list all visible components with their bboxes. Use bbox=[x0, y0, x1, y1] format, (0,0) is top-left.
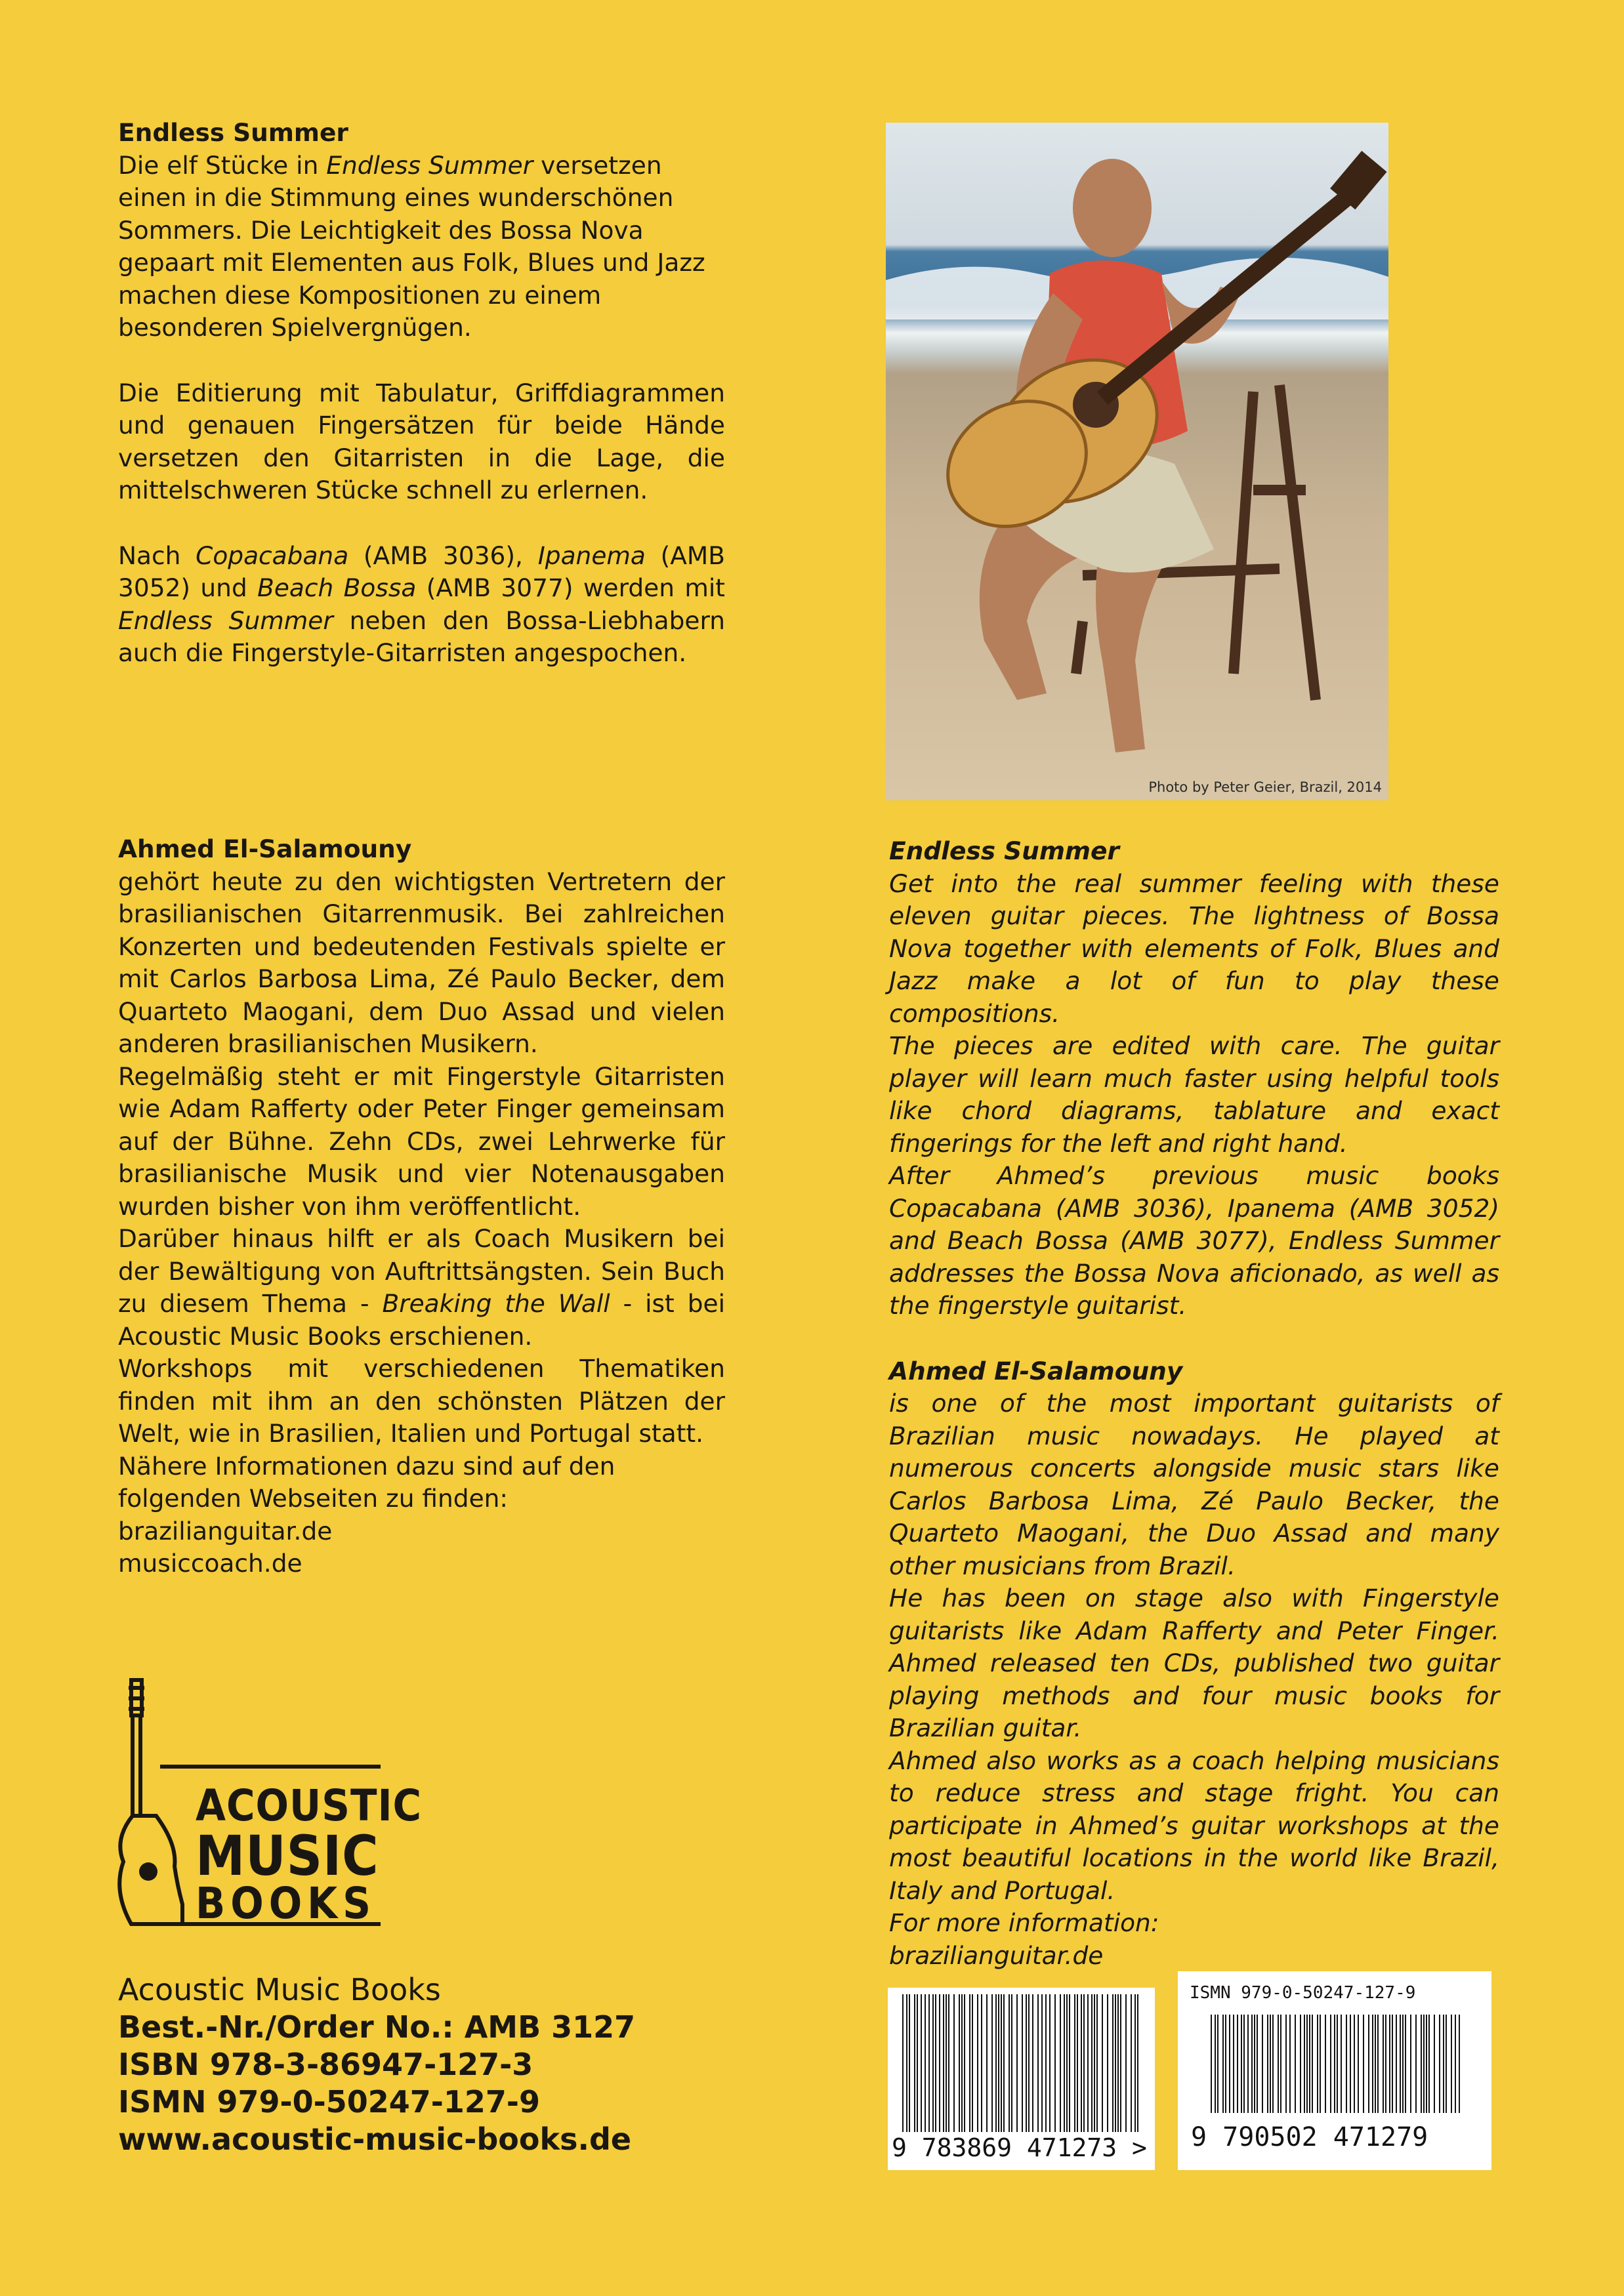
english-section bbox=[889, 835, 1499, 1972]
german-bio-section bbox=[118, 833, 725, 1580]
publisher-info bbox=[118, 1971, 635, 2158]
website-link-brazilianguitar[interactable]: brazilianguitar.de bbox=[118, 1516, 333, 1546]
german-bio-paragraph-5: Nähere Informationen dazu sind auf den folgenden Webseiten zu finden: bbox=[118, 1451, 615, 1513]
isbn-barcode bbox=[888, 1988, 1155, 2170]
german-bio-paragraph-4: Workshops mit verschiedenen Thematiken finden mit ihm an den schönsten Plätzen der Welt, wie in Brasilien, Italien und Portugal statt. bbox=[118, 1354, 725, 1448]
german-bio-paragraph-2: Regelmäßig steht er mit Fingerstyle Gitarristen wie Adam Rafferty oder Peter Finger gemeinsam auf der Bühne. Zehn CDs, zwei Lehrwerke für brasilianische Musik und vier Notenausgaben wurden bisher von ihm veröffentlicht. bbox=[118, 1061, 725, 1221]
german-bio-paragraph-1: gehört heute zu den wichtigsten Vertretern der brasilianischen Gitarrenmusik. Bei zahlreichen Konzerten und bedeutenden Festivals spielte er mit Carlos Barbosa Lima, Zé Paulo Becker, dem Quarteto Maogani, dem Duo Assad und vielen anderen brasilianischen Musikern. bbox=[118, 867, 725, 1058]
logo-text-books: BOOKS bbox=[196, 1878, 376, 1929]
english-paragraph-7: For more information: bbox=[889, 1908, 1159, 1937]
english-heading-author: Ahmed El-Salamouny bbox=[889, 1356, 1183, 1385]
ismn-barcode-digits: 9 790502 471279 bbox=[1191, 2122, 1428, 2152]
photo-credit: Photo by Peter Geier, Brazil, 2014 bbox=[1148, 779, 1382, 795]
english-paragraph-5: He has been on stage also with Fingerstyle guitarists like Adam Rafferty and Peter Finger. Ahmed released ten CDs, published two guitar playing methods and four music books for Brazilian guitar. bbox=[889, 1584, 1499, 1742]
guitarist-illustration bbox=[886, 123, 1388, 800]
ismn-barcode-bars bbox=[1211, 2015, 1467, 2113]
order-number: Best.-Nr./Order No.: AMB 3127 bbox=[118, 2009, 636, 2045]
author-photo bbox=[886, 123, 1388, 800]
website-link-musiccoach[interactable]: musiccoach.de bbox=[118, 1549, 302, 1578]
german-intro-heading: Endless Summer bbox=[118, 118, 348, 147]
english-paragraph-2: The pieces are edited with care. The guitar player will learn much faster using helpful tools like chord diagrams, tablature and exact fingerings for the left and right hand. bbox=[889, 1031, 1499, 1158]
publisher-name: Acoustic Music Books bbox=[118, 1972, 441, 2007]
acoustic-music-books-logo bbox=[117, 1675, 423, 1937]
isbn-barcode-digits: 9 783869 471273 > bbox=[892, 2133, 1147, 2162]
english-website-link[interactable]: brazilianguitar.de bbox=[889, 1940, 1104, 1970]
logo-text-acoustic: ACOUSTIC bbox=[196, 1780, 423, 1831]
german-bio-heading: Ahmed El-Salamouny bbox=[118, 834, 412, 863]
english-heading-endless-summer: Endless Summer bbox=[889, 836, 1119, 865]
english-paragraph-4: is one of the most important guitarists of Brazilian music nowadays. He played at numerous concerts alongside music stars like Carlos Barbosa Lima, Zé Paulo Becker, the Quarteto Maogani, the Duo Assad and many other musicians from Brazil. bbox=[889, 1389, 1499, 1580]
publisher-website[interactable]: www.acoustic-music-books.de bbox=[118, 2122, 632, 2157]
english-paragraph-1: Get into the real summer feeling with these eleven guitar pieces. The lightness of Bossa Nova together with elements of Folk, Blues and Jazz make a lot of fun to play these compositions. bbox=[889, 869, 1499, 1028]
english-paragraph-3: After Ahmed’s previous music books Copacabana (AMB 3036), Ipanema (AMB 3052) and Beach Bossa (AMB 3077), Endless Summer addresses the Bossa Nova aficionado, as well as the fingerstyle guitarist. bbox=[889, 1161, 1499, 1320]
german-intro-paragraph-2: Die Editierung mit Tabulatur, Griffdiagrammen und genauen Fingersätzen für beide Hände versetzen den Gitarristen in die Lage, die mittelschweren Stücke schnell zu erlernen. bbox=[118, 378, 725, 504]
english-paragraph-6: Ahmed also works as a coach helping musicians to reduce stress and stage fright. You can participate in Ahmed’s guitar workshops at the most beautiful locations in the world like Brazil, Italy and Portugal. bbox=[889, 1746, 1499, 1905]
german-intro-section bbox=[118, 117, 725, 670]
german-bio-paragraph-3: Darüber hinaus hilft er als Coach Musikern bei der Bewältigung von Auftrittsängsten. Sein Buch zu diesem Thema - Breaking the Wall - ist bei Acoustic Music Books erschienen. bbox=[118, 1224, 725, 1351]
german-intro-paragraph-3: Nach Copacabana (AMB 3036), Ipanema (AMB 3052) und Beach Bossa (AMB 3077) werden mit Endless Summer neben den Bossa-Liebhabern auch die Fingerstyle-Gitarristen angespochen. bbox=[118, 541, 725, 667]
logo-text-music: MUSIC bbox=[196, 1824, 379, 1888]
ismn-number: ISMN 979-0-50247-127-9 bbox=[118, 2084, 540, 2120]
ismn-barcode bbox=[1178, 1971, 1491, 2170]
isbn-barcode-bars bbox=[902, 1994, 1145, 2132]
ismn-barcode-label: ISMN 979-0-50247-127-9 bbox=[1190, 1983, 1416, 2003]
isbn-number: ISBN 978-3-86947-127-3 bbox=[118, 2047, 533, 2082]
german-intro-paragraph-1: Die elf Stücke in Endless Summer versetzen einen in die Stimmung eines wunderschönen Sommers. Die Leichtigkeit des Bossa Nova gepaart mit Elementen aus Folk, Blues und Jazz machen diese Kompositionen zu einem besonderen Spielvergnügen. bbox=[118, 150, 705, 342]
